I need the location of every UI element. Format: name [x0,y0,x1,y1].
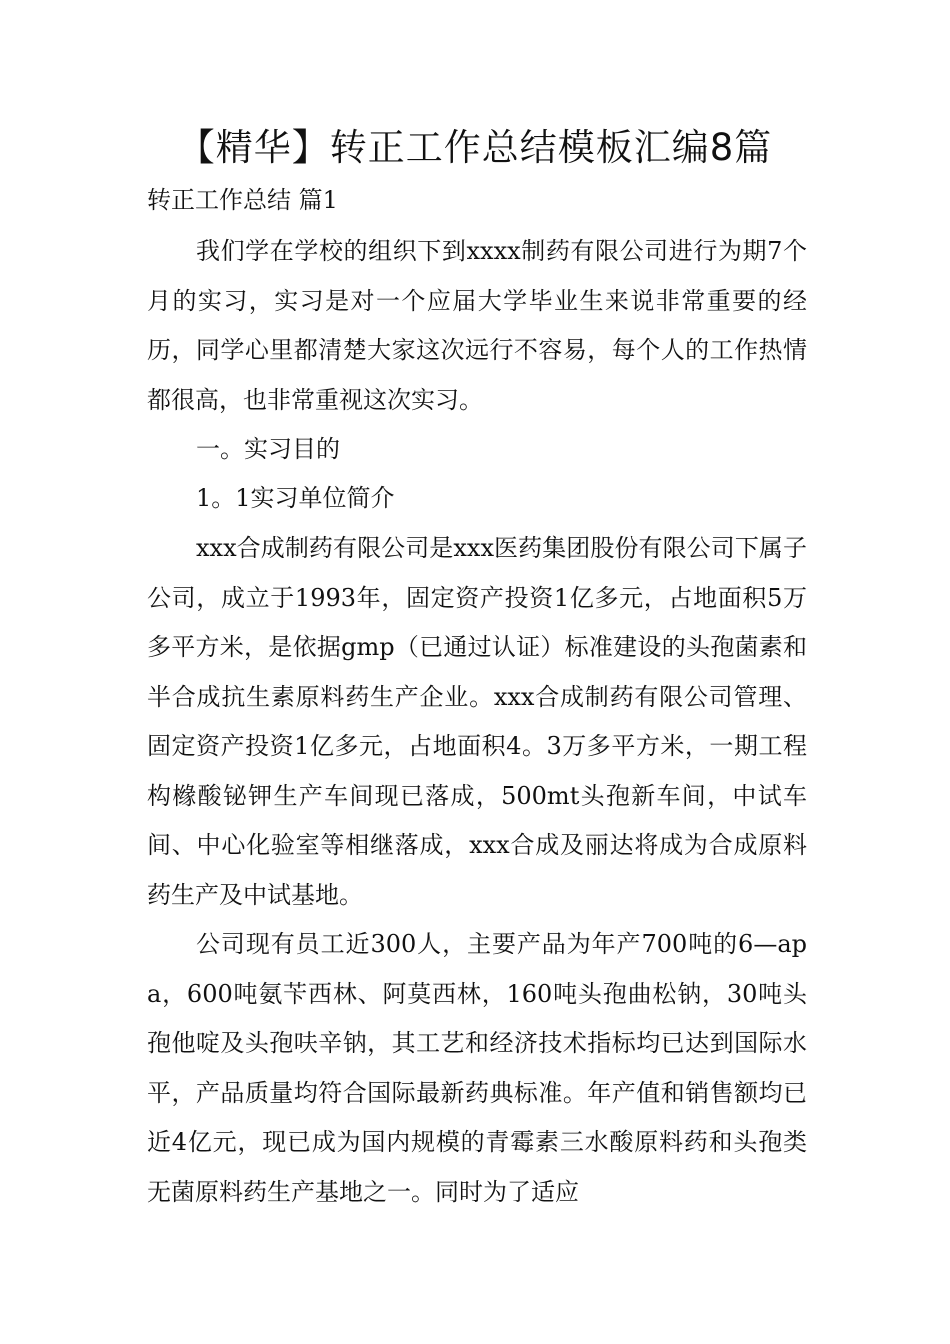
paragraph-company-description: xxx合成制药有限公司是xxx医药集团股份有限公司下属子公司，成立于1993年，固定资产投资1亿多元，占地面积5万多平方米，是依据gmp（已通过认证）标准建设的头孢菌素和半合成抗生素原料药生产企业。xxx合成制药有限公司管理、固定资产投资1亿多元，占地面积4。3万多平方米，一期工程构橼酸铋钾生产车间现已落成，500mt头孢新车间，中试车间、中心化验室等相继落成，xxx合成及丽达将成为合成原料药生产及中试基地。 [147,534,807,909]
section-heading: 转正工作总结 篇1 [147,186,338,214]
paragraph-company-products: 公司现有员工近300人，主要产品为年产700吨的6—apa，600吨氨苄西林、阿莫西林，160吨头孢曲松钠，30吨头孢他啶及头孢呋辛钠，其工艺和经济技术指标均已达到国际水平，产品质量均符合国际最新药典标准。年产值和销售额均已近4亿元，现已成为国内规模的青霉素三水酸原料药和头孢类无菌原料药生产基地之一。同时为了适应 [147,930,807,1206]
document-title: 【精华】转正工作总结模板汇编8篇 [177,126,773,169]
heading-company-profile: 1。1实习单位简介 [196,484,395,512]
heading-internship-purpose: 一。实习目的 [196,435,340,463]
paragraph-intro: 我们学在学校的组织下到xxxx制药有限公司进行为期7个月的实习，实习是对一个应届大学毕业生来说非常重要的经历，同学心里都清楚大家这次远行不容易，每个人的工作热情都很高，也非常重视这次实习。 [147,237,807,414]
